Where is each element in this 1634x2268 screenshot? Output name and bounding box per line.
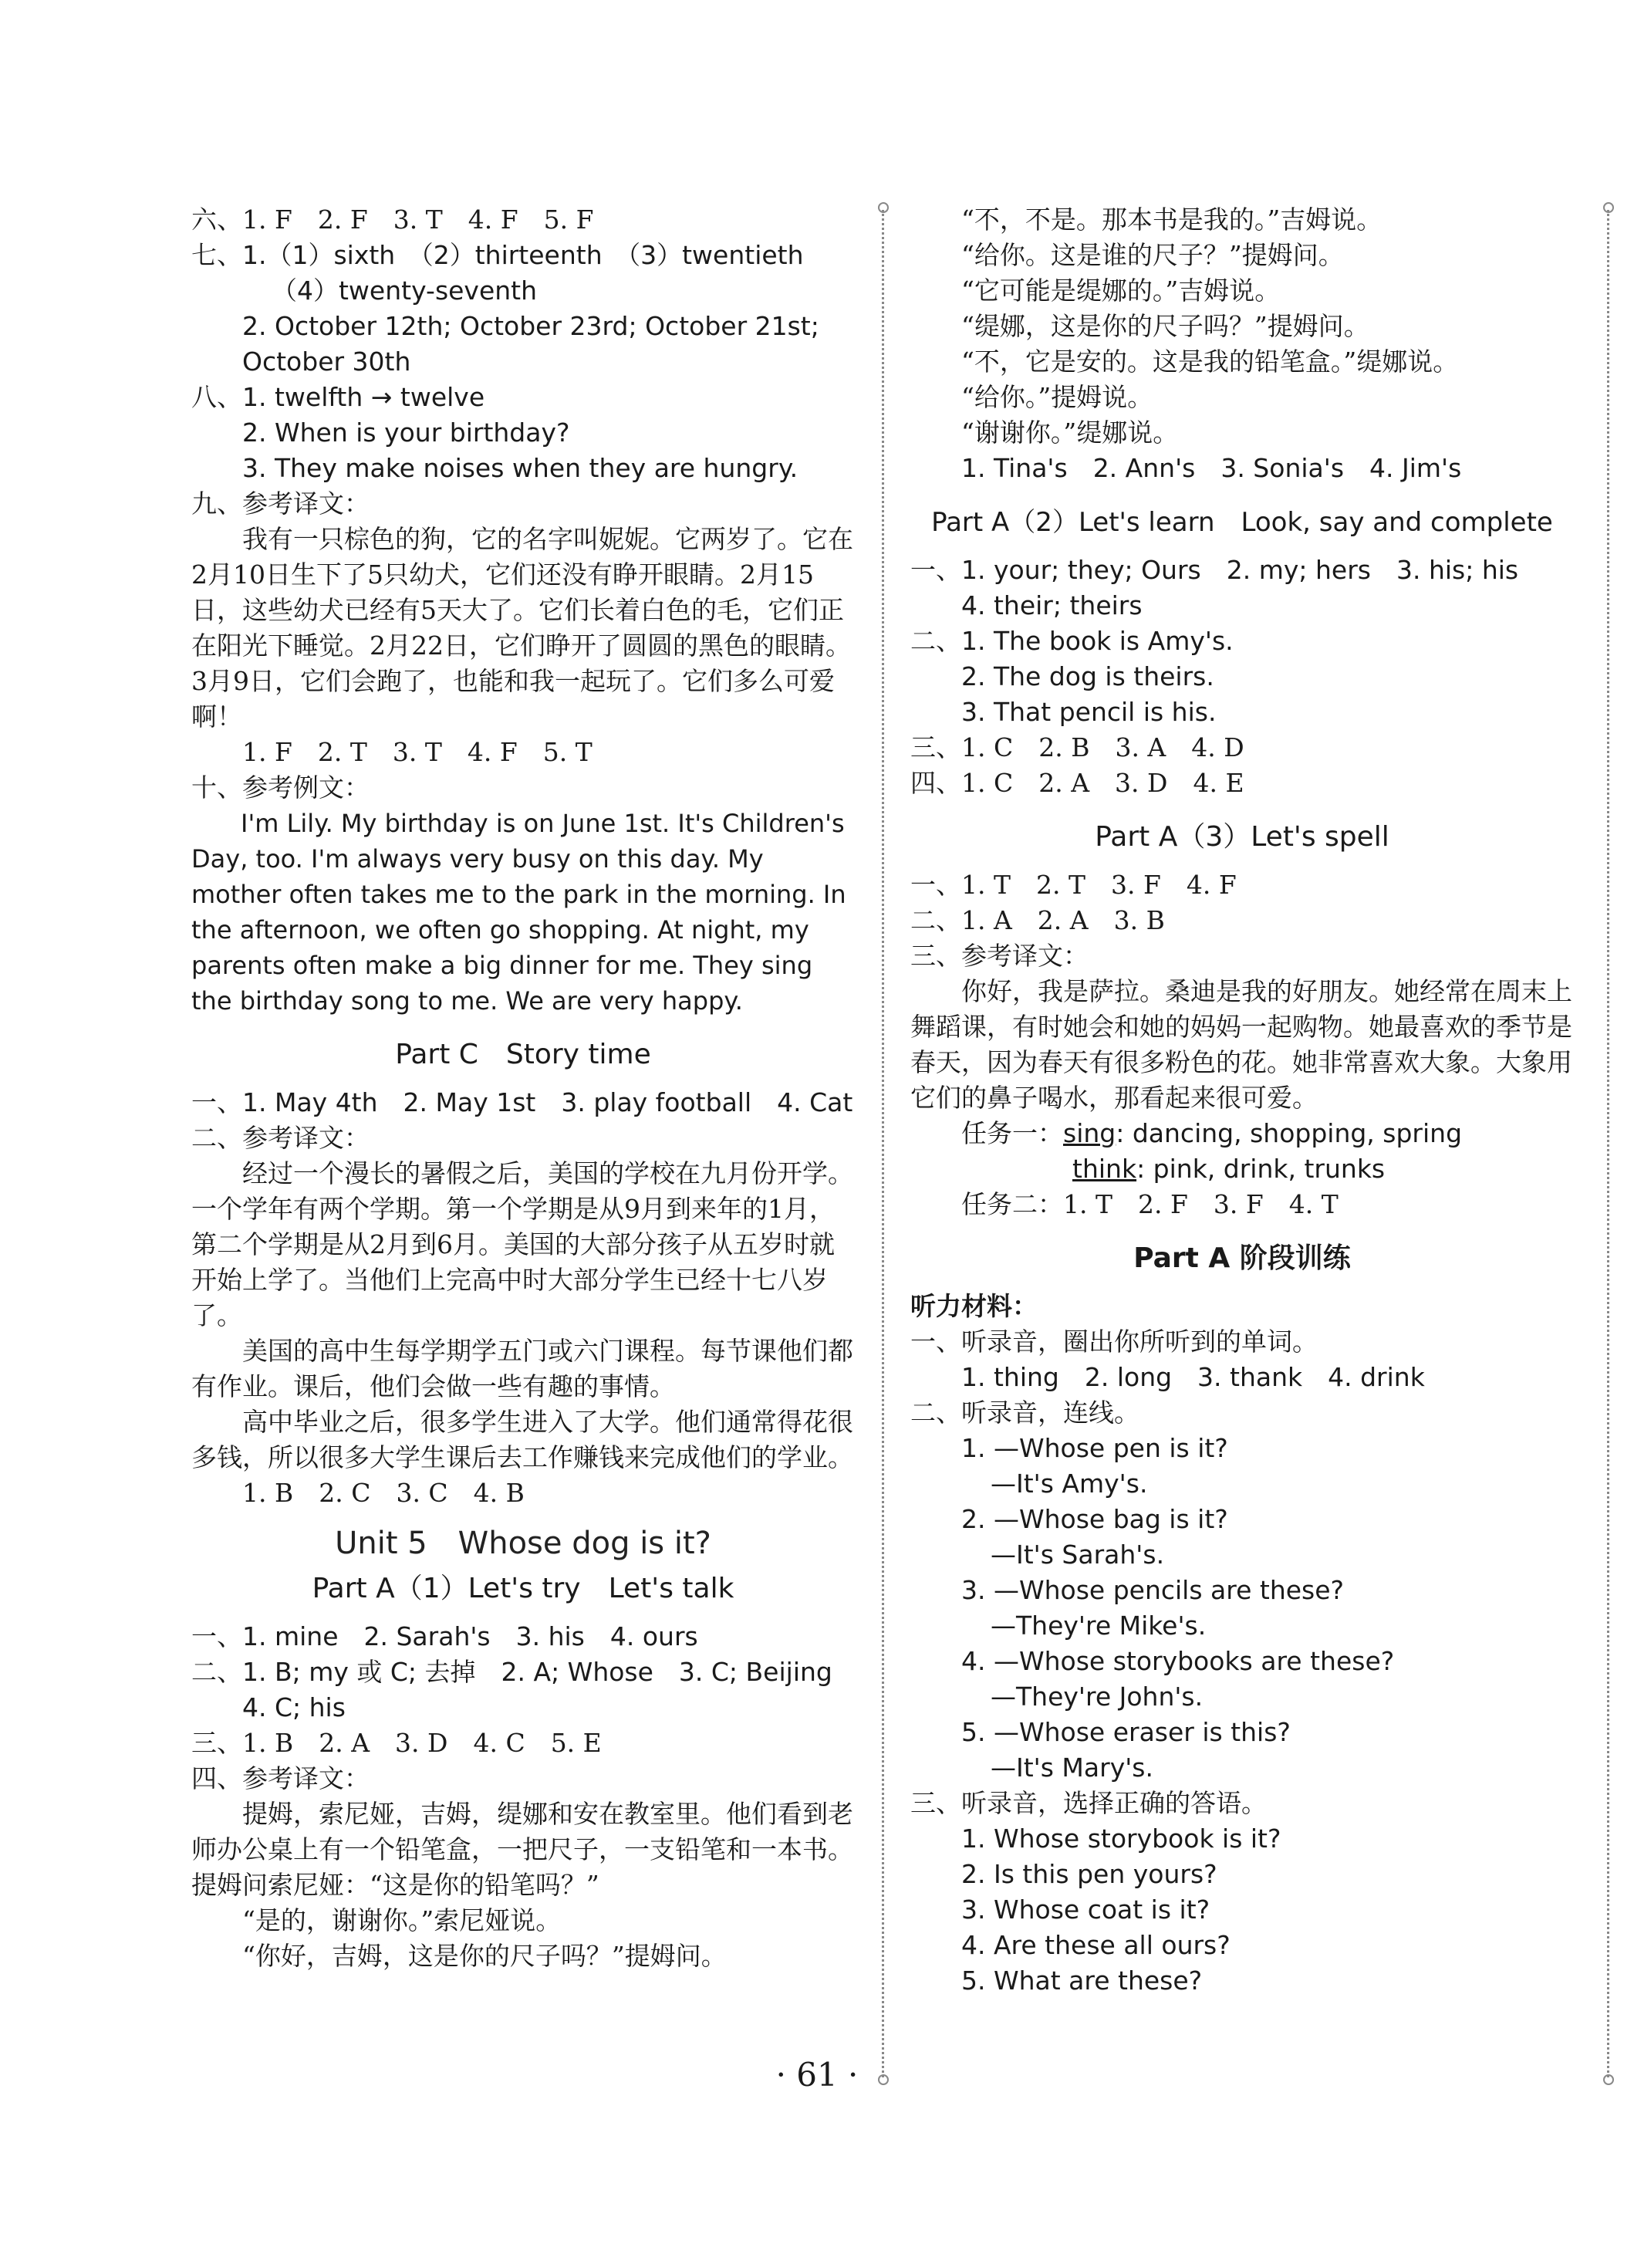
question-line: 5. What are these?: [961, 1965, 1203, 1996]
dialogue-line: —It's Sarah's.: [991, 1540, 1165, 1570]
dialogue-line: “不，不是。那本书是我的。”吉姆说。: [961, 204, 1382, 235]
sample-essay: I'm Lily. My birthday is on June 1st. It's Children's Day, too. I'm always very busy on this day. My mother often takes me to the park in the morning. In the afternoon, we often go shopping. At night, my parents often make a big dinner for me. They sing the birthday song to me. We are very happy.: [191, 809, 846, 1016]
answer-line: 2. When is your birthday?: [242, 417, 570, 448]
dialogue-line: “它可能是缇娜的。”吉姆说。: [961, 275, 1281, 306]
left-column: [191, 202, 855, 1974]
section-label: 九、参考译文：: [191, 488, 370, 519]
word-list: : pink, drink, trunks: [1136, 1154, 1386, 1184]
answer-line: （4）twenty-seventh: [272, 275, 538, 306]
task-label: 任务一：: [961, 1118, 1063, 1148]
section-label: 十、参考例文：: [191, 772, 370, 803]
dialogue-line: “缇娜，这是你的尺子吗？”提姆问。: [961, 311, 1369, 341]
answer-line: 一、1. mine 2. Sarah's 3. his 4. ours: [191, 1621, 698, 1651]
translation-paragraph: 我有一只棕色的狗，它的名字叫妮妮。它两岁了。它在2月10日生下了5只幼犬，它们还没有睁开眼睛。2月15日，这些幼犬已经有5天大了。它们长着白色的毛，它们正在阳光下睡觉。2月22日，它们睁开了圆圆的黑色的眼睛。3月9日，它们会跑了，也能和我一起玩了。它们多么可爱啊！: [191, 524, 853, 732]
answer-line: 2. The dog is theirs.: [961, 661, 1214, 691]
section-heading: Part A（3）Let's spell: [1095, 821, 1389, 853]
answer-line: 七、1.（1）sixth （2）thirteenth （3）twentieth: [191, 240, 804, 270]
translation-paragraph: “是的，谢谢你。”索尼娅说。: [242, 1905, 562, 1935]
answer-line: 二、1. B; my 或 C; 去掉 2. A; Whose 3. C; Beijing: [191, 1657, 832, 1687]
section-label: 听力材料：: [910, 1291, 1038, 1321]
unit-title: Unit 5 Whose dog is it?: [335, 1526, 711, 1561]
answer-line: 4. C; his: [242, 1692, 346, 1722]
spell-word: sing: [1063, 1118, 1116, 1148]
dialogue-line: 3. —Whose pencils are these?: [961, 1575, 1345, 1605]
dialogue-line: —They're John's.: [991, 1682, 1204, 1712]
question-line: 3. Whose coat is it?: [961, 1895, 1210, 1925]
dialogue-line: 1. —Whose pen is it?: [961, 1433, 1228, 1463]
answer-line: 3. They make noises when they are hungry.: [242, 453, 798, 483]
translation-paragraph: 你好，我是萨拉。桑迪是我的好朋友。她经常在周末上舞蹈课，有时她会和她的妈妈一起购物。她最喜欢的季节是春天，因为春天有很多粉色的花。她非常喜欢大象。大象用它们的鼻子喝水，那看起来很可爱。: [910, 976, 1572, 1113]
answer-line: October 30th: [242, 346, 411, 377]
section-label: 二、参考译文：: [191, 1123, 370, 1153]
dialogue-line: —It's Amy's.: [991, 1469, 1148, 1499]
task-one-line: [910, 1116, 1574, 1151]
page-number: · 61 ·: [775, 2056, 859, 2094]
answer-line: 1. Tina's 2. Ann's 3. Sonia's 4. Jim's: [961, 453, 1462, 483]
translation-paragraph: “你好，吉姆，这是你的尺子吗？”提姆问。: [242, 1941, 727, 1971]
section-label: 四、参考译文：: [191, 1763, 370, 1793]
question-line: 2. Is this pen yours?: [961, 1859, 1217, 1889]
answer-line: 1. F 2. T 3. T 4. F 5. T: [242, 737, 592, 767]
section-label: 三、听录音，选择正确的答语。: [910, 1788, 1267, 1818]
answer-line: 2. October 12th; October 23rd; October 21st;: [242, 311, 819, 341]
answer-line: 六、1. F 2. F 3. T 4. F 5. F: [191, 204, 594, 235]
dialogue-line: “不，它是安的。这是我的铅笔盒。”缇娜说。: [961, 346, 1459, 377]
answer-line: 一、1. T 2. T 3. F 4. F: [910, 870, 1237, 900]
answer-line: 三、1. B 2. A 3. D 4. C 5. E: [191, 1728, 602, 1758]
divider-dot: [878, 202, 889, 213]
dialogue-line: “谢谢你。”缇娜说。: [961, 417, 1179, 448]
answer-line: 4. their; theirs: [961, 590, 1143, 620]
translation-paragraph: 提姆，索尼娅，吉姆，缇娜和安在教室里。他们看到老师办公桌上有一个铅笔盒，一把尺子，一支铅笔和一本书。提姆问索尼娅：“这是你的铅笔吗？”: [191, 1799, 853, 1900]
translation-paragraph: 经过一个漫长的暑假之后，美国的学校在九月份开学。一个学年有两个学期。第一个学期是从9月到来年的1月，第二个学期是从2月到6月。美国的大部分孩子从五岁时就开始上学了。当他们上完高中时大部分学生已经十七八岁了。: [191, 1158, 853, 1330]
answer-line: 1. thing 2. long 3. thank 4. drink: [961, 1362, 1425, 1392]
section-heading: Part A（2）Let's learn Look, say and complete: [931, 507, 1553, 538]
dialogue-line: 5. —Whose eraser is this?: [961, 1717, 1291, 1747]
section-heading: Part C Story time: [395, 1039, 651, 1070]
dialogue-line: —They're Mike's.: [991, 1611, 1207, 1641]
dialogue-line: “给你。这是谁的尺子？”提姆问。: [961, 240, 1344, 270]
answer-line: 1. B 2. C 3. C 4. B: [242, 1478, 525, 1508]
answer-line: 二、1. A 2. A 3. B: [910, 905, 1165, 935]
section-label: 二、听录音，连线。: [910, 1398, 1139, 1428]
dialogue-line: 4. —Whose storybooks are these?: [961, 1646, 1395, 1676]
answer-line: 三、1. C 2. B 3. A 4. D: [910, 732, 1244, 762]
right-column: [910, 202, 1574, 1999]
translation-paragraph: 美国的高中生每学期学五门或六门课程。每节课他们都有作业。课后，他们会做一些有趣的事情。: [191, 1336, 853, 1401]
translation-paragraph: 高中毕业之后，很多学生进入了大学。他们通常得花很多钱，所以很多大学生课后去工作赚钱来完成他们的学业。: [191, 1407, 853, 1472]
section-label: 三、参考译文：: [910, 941, 1089, 971]
answer-line: 八、1. twelfth → twelve: [191, 382, 485, 412]
spell-word: think: [1072, 1154, 1137, 1184]
column-divider: [882, 210, 884, 2077]
answer-line: 四、1. C 2. A 3. D 4. E: [910, 768, 1244, 798]
answer-line: 一、1. your; they; Ours 2. my; hers 3. his; his: [910, 555, 1519, 585]
task-one-line: [910, 1151, 1574, 1187]
section-heading: Part A（1）Let's try Let's talk: [312, 1573, 734, 1604]
divider-dot: [1603, 202, 1614, 213]
question-line: 4. Are these all ours?: [961, 1930, 1231, 1960]
dialogue-line: —It's Mary's.: [991, 1753, 1153, 1783]
column-divider: [1607, 210, 1609, 2077]
answer-line: 一、1. May 4th 2. May 1st 3. play football 4. Cat: [191, 1087, 853, 1117]
answer-line: 3. That pencil is his.: [961, 697, 1217, 727]
section-label: 一、听录音，圈出你所听到的单词。: [910, 1327, 1318, 1357]
answer-line: 二、1. The book is Amy's.: [910, 626, 1234, 656]
dialogue-line: “给你。”提姆说。: [961, 382, 1153, 412]
section-heading: Part A 阶段训练: [1133, 1242, 1351, 1274]
question-line: 1. Whose storybook is it?: [961, 1824, 1281, 1854]
answer-line: 任务二：1. T 2. F 3. F 4. T: [961, 1189, 1339, 1219]
dialogue-line: 2. —Whose bag is it?: [961, 1504, 1228, 1534]
word-list: : dancing, shopping, spring: [1116, 1118, 1463, 1148]
